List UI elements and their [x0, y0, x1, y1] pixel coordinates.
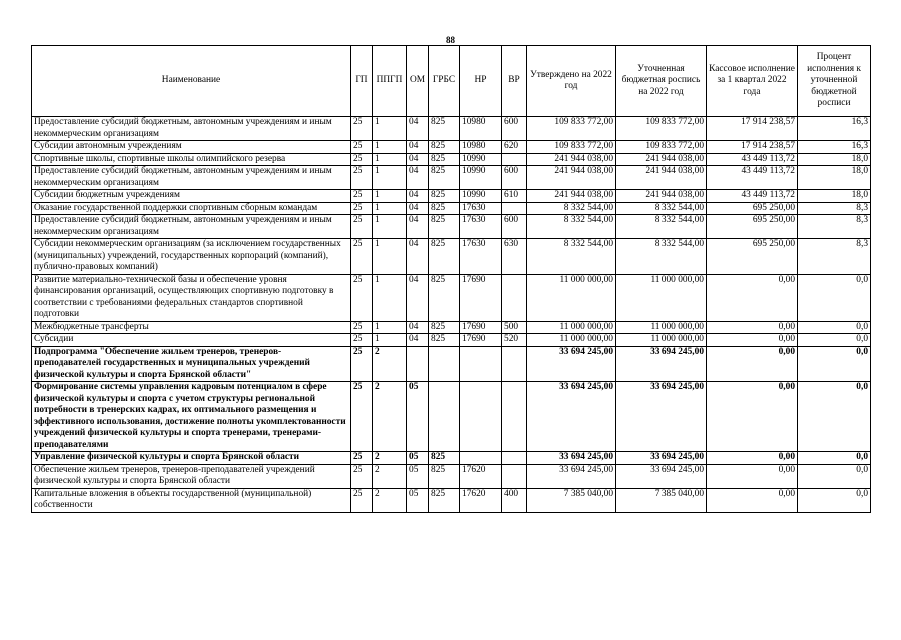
cell-name: Субсидии — [32, 334, 351, 347]
header-grbs: ГРБС — [429, 46, 460, 117]
table-row — [32, 464, 871, 488]
cell-gp: 25 — [351, 190, 373, 203]
cell-refined: 109 833 772,00 — [616, 141, 707, 154]
cell-refined: 33 694 245,00 — [616, 382, 707, 452]
cell-refined: 8 332 544,00 — [616, 215, 707, 239]
cell-ppgp: 2 — [373, 452, 407, 465]
cell-percent: 8,3 — [798, 215, 871, 239]
cell-gp: 25 — [351, 488, 373, 512]
cell-approved: 241 944 038,00 — [527, 190, 616, 203]
cell-approved: 33 694 245,00 — [527, 382, 616, 452]
cell-nr: 10990 — [460, 166, 502, 190]
cell-percent: 8,3 — [798, 202, 871, 215]
cell-percent: 18,0 — [798, 190, 871, 203]
header-cash: Кассовое исполнение за 1 квартал 2022 года — [707, 46, 798, 117]
cell-cash: 43 449 113,72 — [707, 166, 798, 190]
cell-gp: 25 — [351, 166, 373, 190]
cell-name: Субсидии некоммерческим организациям (за исключением государственных (муниципальных) учреждений, государственных корпораций (компаний), публично-правовых компаний) — [32, 239, 351, 275]
cell-cash: 695 250,00 — [707, 202, 798, 215]
cell-vr — [502, 153, 527, 166]
cell-cash: 0,00 — [707, 321, 798, 334]
cell-percent: 16,3 — [798, 117, 871, 141]
cell-gp: 25 — [351, 153, 373, 166]
cell-percent: 18,0 — [798, 166, 871, 190]
cell-ppgp: 1 — [373, 141, 407, 154]
cell-gp: 25 — [351, 202, 373, 215]
cell-approved: 8 332 544,00 — [527, 202, 616, 215]
header-om: ОМ — [407, 46, 429, 117]
cell-grbs — [429, 346, 460, 382]
cell-grbs: 825 — [429, 215, 460, 239]
cell-nr: 17630 — [460, 202, 502, 215]
cell-vr: 600 — [502, 117, 527, 141]
cell-refined: 33 694 245,00 — [616, 452, 707, 465]
cell-ppgp: 2 — [373, 346, 407, 382]
cell-vr: 520 — [502, 334, 527, 347]
cell-nr: 10990 — [460, 153, 502, 166]
cell-grbs: 825 — [429, 117, 460, 141]
cell-cash: 0,00 — [707, 334, 798, 347]
cell-approved: 33 694 245,00 — [527, 346, 616, 382]
cell-percent: 8,3 — [798, 239, 871, 275]
cell-vr: 400 — [502, 488, 527, 512]
cell-gp: 25 — [351, 321, 373, 334]
cell-refined: 11 000 000,00 — [616, 334, 707, 347]
cell-vr — [502, 346, 527, 382]
cell-cash: 43 449 113,72 — [707, 190, 798, 203]
cell-grbs: 825 — [429, 141, 460, 154]
cell-percent: 0,0 — [798, 452, 871, 465]
cell-nr: 17690 — [460, 321, 502, 334]
table-row — [32, 452, 871, 465]
cell-vr: 620 — [502, 141, 527, 154]
cell-nr: 17690 — [460, 274, 502, 321]
cell-ppgp: 1 — [373, 202, 407, 215]
cell-gp: 25 — [351, 117, 373, 141]
table-row — [32, 190, 871, 203]
header-nr: НР — [460, 46, 502, 117]
cell-nr: 17690 — [460, 334, 502, 347]
cell-nr: 17630 — [460, 239, 502, 275]
cell-approved: 8 332 544,00 — [527, 239, 616, 275]
cell-gp: 25 — [351, 239, 373, 275]
cell-grbs: 825 — [429, 321, 460, 334]
cell-gp: 25 — [351, 274, 373, 321]
cell-ppgp: 1 — [373, 153, 407, 166]
table-header — [32, 46, 871, 117]
cell-name: Спортивные школы, спортивные школы олимпийского резерва — [32, 153, 351, 166]
cell-om: 04 — [407, 117, 429, 141]
cell-nr — [460, 382, 502, 452]
cell-nr: 10980 — [460, 141, 502, 154]
cell-refined: 7 385 040,00 — [616, 488, 707, 512]
cell-refined: 241 944 038,00 — [616, 190, 707, 203]
cell-gp: 25 — [351, 452, 373, 465]
cell-approved: 33 694 245,00 — [527, 452, 616, 465]
cell-om — [407, 346, 429, 382]
cell-nr: 17630 — [460, 215, 502, 239]
cell-cash: 17 914 238,57 — [707, 117, 798, 141]
cell-om: 05 — [407, 488, 429, 512]
table-row — [32, 141, 871, 154]
cell-nr: 17620 — [460, 464, 502, 488]
cell-cash: 0,00 — [707, 452, 798, 465]
header-ppgp: ППГП — [373, 46, 407, 117]
budget-execution-table — [31, 45, 871, 513]
cell-name: Предоставление субсидий бюджетным, автономным учреждениям и иным некоммерческим организациям — [32, 215, 351, 239]
cell-approved: 11 000 000,00 — [527, 334, 616, 347]
cell-vr: 610 — [502, 190, 527, 203]
cell-percent: 18,0 — [798, 153, 871, 166]
cell-cash: 695 250,00 — [707, 239, 798, 275]
cell-refined: 33 694 245,00 — [616, 346, 707, 382]
table-row — [32, 334, 871, 347]
cell-percent: 0,0 — [798, 382, 871, 452]
cell-refined: 8 332 544,00 — [616, 202, 707, 215]
cell-name: Предоставление субсидий бюджетным, автономным учреждениям и иным некоммерческим организациям — [32, 117, 351, 141]
cell-gp: 25 — [351, 141, 373, 154]
cell-om: 04 — [407, 166, 429, 190]
cell-ppgp: 1 — [373, 321, 407, 334]
cell-cash: 17 914 238,57 — [707, 141, 798, 154]
cell-ppgp: 1 — [373, 215, 407, 239]
cell-percent: 0,0 — [798, 274, 871, 321]
cell-grbs: 825 — [429, 166, 460, 190]
cell-vr: 600 — [502, 215, 527, 239]
cell-name: Межбюджетные трансферты — [32, 321, 351, 334]
cell-vr — [502, 452, 527, 465]
cell-om: 04 — [407, 202, 429, 215]
cell-om: 04 — [407, 274, 429, 321]
cell-approved: 7 385 040,00 — [527, 488, 616, 512]
cell-gp: 25 — [351, 334, 373, 347]
cell-grbs: 825 — [429, 464, 460, 488]
cell-nr: 17620 — [460, 488, 502, 512]
cell-percent: 16,3 — [798, 141, 871, 154]
cell-cash: 43 449 113,72 — [707, 153, 798, 166]
cell-ppgp: 1 — [373, 239, 407, 275]
cell-om: 04 — [407, 153, 429, 166]
cell-cash: 0,00 — [707, 382, 798, 452]
cell-name: Обеспечение жильем тренеров, тренеров-преподавателей учреждений физической культуры и спорта Брянской области — [32, 464, 351, 488]
cell-vr: 630 — [502, 239, 527, 275]
cell-ppgp: 1 — [373, 190, 407, 203]
cell-om: 04 — [407, 141, 429, 154]
table-row — [32, 202, 871, 215]
cell-ppgp: 2 — [373, 488, 407, 512]
cell-gp: 25 — [351, 215, 373, 239]
cell-refined: 241 944 038,00 — [616, 166, 707, 190]
cell-percent: 0,0 — [798, 464, 871, 488]
cell-grbs: 825 — [429, 334, 460, 347]
cell-nr: 10990 — [460, 190, 502, 203]
cell-ppgp: 1 — [373, 166, 407, 190]
table-row — [32, 117, 871, 141]
cell-approved: 241 944 038,00 — [527, 166, 616, 190]
cell-gp: 25 — [351, 346, 373, 382]
table-row — [32, 321, 871, 334]
cell-name: Субсидии автономным учреждениям — [32, 141, 351, 154]
cell-cash: 0,00 — [707, 464, 798, 488]
cell-name: Формирование системы управления кадровым потенциалом в сфере физической культуры и спорта с учетом структуры региональной потребности в тренерских кадрах, их оптимального размещения и эффективного использования, достижение полноты укомплектованности учреждений физической культуры и спорта тренерами, тренерами-преподавателями — [32, 382, 351, 452]
cell-approved: 11 000 000,00 — [527, 274, 616, 321]
table-row — [32, 239, 871, 275]
page-number: 88 — [446, 35, 455, 45]
cell-name: Предоставление субсидий бюджетным, автономным учреждениям и иным некоммерческим организациям — [32, 166, 351, 190]
cell-name: Управление физической культуры и спорта Брянской области — [32, 452, 351, 465]
cell-vr: 500 — [502, 321, 527, 334]
cell-grbs: 825 — [429, 153, 460, 166]
cell-cash: 695 250,00 — [707, 215, 798, 239]
cell-om: 05 — [407, 464, 429, 488]
table-body — [32, 117, 871, 513]
cell-approved: 8 332 544,00 — [527, 215, 616, 239]
cell-om: 04 — [407, 215, 429, 239]
cell-cash: 0,00 — [707, 488, 798, 512]
cell-name: Субсидии бюджетным учреждениям — [32, 190, 351, 203]
cell-grbs: 825 — [429, 452, 460, 465]
header-vr: ВР — [502, 46, 527, 117]
header-name: Наименование — [32, 46, 351, 117]
table-row — [32, 346, 871, 382]
cell-name: Оказание государственной поддержки спортивным сборным командам — [32, 202, 351, 215]
cell-approved: 241 944 038,00 — [527, 153, 616, 166]
cell-ppgp: 1 — [373, 334, 407, 347]
table-row — [32, 166, 871, 190]
cell-refined: 109 833 772,00 — [616, 117, 707, 141]
cell-ppgp: 1 — [373, 117, 407, 141]
cell-om: 05 — [407, 382, 429, 452]
table-row — [32, 274, 871, 321]
cell-percent: 0,0 — [798, 334, 871, 347]
cell-gp: 25 — [351, 382, 373, 452]
table-row — [32, 153, 871, 166]
cell-om: 04 — [407, 334, 429, 347]
cell-grbs: 825 — [429, 488, 460, 512]
cell-grbs: 825 — [429, 274, 460, 321]
cell-name: Развитие материально-технической базы и обеспечение уровня финансирования организаций, осуществляющих спортивную подготовку в соответствии с требованиями федеральных стандартов спортивной подготовки — [32, 274, 351, 321]
cell-grbs: 825 — [429, 190, 460, 203]
header-gp: ГП — [351, 46, 373, 117]
cell-approved: 109 833 772,00 — [527, 117, 616, 141]
cell-vr — [502, 202, 527, 215]
cell-refined: 11 000 000,00 — [616, 321, 707, 334]
cell-grbs: 825 — [429, 202, 460, 215]
cell-percent: 0,0 — [798, 346, 871, 382]
cell-vr — [502, 464, 527, 488]
cell-ppgp: 1 — [373, 274, 407, 321]
cell-ppgp: 2 — [373, 464, 407, 488]
cell-percent: 0,0 — [798, 488, 871, 512]
cell-cash: 0,00 — [707, 274, 798, 321]
cell-nr — [460, 452, 502, 465]
cell-nr: 10980 — [460, 117, 502, 141]
cell-approved: 109 833 772,00 — [527, 141, 616, 154]
cell-om: 04 — [407, 190, 429, 203]
cell-refined: 8 332 544,00 — [616, 239, 707, 275]
cell-grbs: 825 — [429, 239, 460, 275]
cell-cash: 0,00 — [707, 346, 798, 382]
cell-om: 05 — [407, 452, 429, 465]
header-approved: Утверждено на 2022 год — [527, 46, 616, 117]
cell-vr — [502, 274, 527, 321]
cell-name: Подпрограмма "Обеспечение жильем тренеров, тренеров-преподавателей государственных и муниципальных учреждений физической культуры и спорта Брянской области" — [32, 346, 351, 382]
cell-approved: 11 000 000,00 — [527, 321, 616, 334]
table-row — [32, 215, 871, 239]
cell-vr: 600 — [502, 166, 527, 190]
cell-nr — [460, 346, 502, 382]
cell-name: Капитальные вложения в объекты государственной (муниципальной) собственности — [32, 488, 351, 512]
cell-vr — [502, 382, 527, 452]
cell-approved: 33 694 245,00 — [527, 464, 616, 488]
header-refined: Уточненная бюджетная роспись на 2022 год — [616, 46, 707, 117]
cell-om: 04 — [407, 239, 429, 275]
cell-percent: 0,0 — [798, 321, 871, 334]
cell-refined: 11 000 000,00 — [616, 274, 707, 321]
table-row — [32, 488, 871, 512]
table-row — [32, 382, 871, 452]
cell-refined: 33 694 245,00 — [616, 464, 707, 488]
header-percent: Процент исполнения к уточненной бюджетной росписи — [798, 46, 871, 117]
cell-gp: 25 — [351, 464, 373, 488]
cell-om: 04 — [407, 321, 429, 334]
cell-refined: 241 944 038,00 — [616, 153, 707, 166]
cell-grbs — [429, 382, 460, 452]
cell-ppgp: 2 — [373, 382, 407, 452]
